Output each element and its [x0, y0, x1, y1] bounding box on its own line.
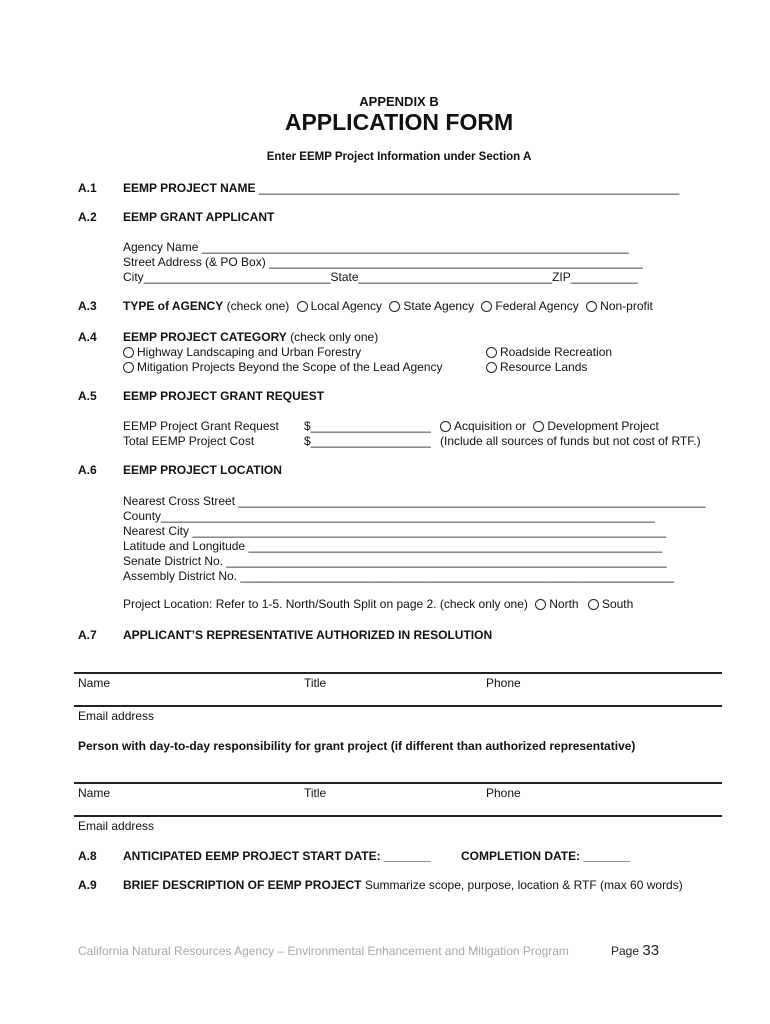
- rep-signature-line: [74, 672, 722, 674]
- grant-request-amount-field[interactable]: $__________________: [304, 419, 431, 433]
- form-title: APPLICATION FORM: [284, 109, 514, 135]
- agency-type-hint: (check one): [226, 299, 290, 313]
- grant-request-heading: EEMP PROJECT GRANT REQUEST: [123, 389, 325, 403]
- section-number-a5: A.5: [78, 389, 97, 403]
- senate-district-field[interactable]: Senate District No. __________________________________________________________________: [123, 554, 667, 568]
- total-cost-amount-field[interactable]: $__________________: [304, 434, 431, 448]
- description-label: BRIEF DESCRIPTION OF EEMP PROJECT: [123, 878, 362, 892]
- local-agency-radio[interactable]: [297, 301, 308, 312]
- appendix-label: APPENDIX B: [359, 94, 439, 109]
- agency-name-field[interactable]: Agency Name ________________________________________________________________: [123, 240, 629, 254]
- roadside-recreation-label: Roadside Recreation: [500, 345, 613, 359]
- nearest-city-field[interactable]: Nearest City _______________________________________________________________________: [123, 524, 667, 538]
- total-cost-note: (Include all sources of funds but not cost of RTF.): [440, 434, 701, 448]
- cross-street-field[interactable]: Nearest Cross Street ______________________________________________________________________: [123, 494, 706, 508]
- section-number-a6: A.6: [78, 463, 97, 477]
- contact-signature-line: [74, 782, 722, 784]
- project-name-row[interactable]: [123, 181, 679, 195]
- north-radio[interactable]: [535, 599, 546, 610]
- resource-lands-radio[interactable]: [486, 362, 497, 373]
- project-type-row: [440, 419, 659, 433]
- lat-long-field[interactable]: Latitude and Longitude ______________________________________________________________: [123, 539, 663, 553]
- project-category-hint: (check only one): [290, 330, 379, 344]
- contact-title-label: Title: [304, 786, 327, 800]
- section-number-a8: A.8: [78, 849, 97, 863]
- total-cost-label: Total EEMP Project Cost: [123, 434, 255, 448]
- local-agency-label: Local Agency: [310, 299, 383, 313]
- acquisition-radio[interactable]: [440, 421, 451, 432]
- highway-landscaping-label: Highway Landscaping and Urban Forestry: [137, 345, 362, 359]
- state-agency-radio[interactable]: [389, 301, 400, 312]
- rep-email-label: Email address: [78, 709, 155, 723]
- page-number: [611, 942, 659, 959]
- project-category-heading: [123, 330, 378, 344]
- description-heading-row: [123, 878, 683, 892]
- roadside-recreation-radio[interactable]: [486, 347, 497, 358]
- contact-email-label: Email address: [78, 819, 155, 833]
- category-option-mitigation[interactable]: [123, 360, 443, 374]
- north-label: North: [549, 597, 579, 611]
- development-radio[interactable]: [533, 421, 544, 432]
- highway-landscaping-radio[interactable]: [123, 347, 134, 358]
- contact-email-line: [74, 815, 722, 817]
- category-option-roadside[interactable]: [486, 345, 612, 359]
- project-name-field[interactable]: _______________________________________________________________: [258, 181, 680, 195]
- rep-name-label: Name: [78, 676, 111, 690]
- grant-applicant-heading: EEMP GRANT APPLICANT: [123, 210, 275, 224]
- federal-agency-label: Federal Agency: [495, 299, 579, 313]
- mitigation-projects-radio[interactable]: [123, 362, 134, 373]
- non-profit-radio[interactable]: [586, 301, 597, 312]
- completion-date-field[interactable]: COMPLETION DATE: _______: [461, 849, 631, 863]
- state-agency-label: State Agency: [403, 299, 475, 313]
- non-profit-label: Non-profit: [600, 299, 653, 313]
- rep-title-label: Title: [304, 676, 327, 690]
- agency-type-row: [123, 299, 653, 313]
- section-number-a9: A.9: [78, 878, 97, 892]
- start-date-field[interactable]: ANTICIPATED EEMP PROJECT START DATE: _______: [123, 849, 431, 863]
- authorized-rep-heading: APPLICANT’S REPRESENTATIVE AUTHORIZED IN RESOLUTION: [123, 628, 493, 642]
- category-option-highway[interactable]: [123, 345, 361, 359]
- project-location-heading: EEMP PROJECT LOCATION: [123, 463, 282, 477]
- day-to-day-person-heading: Person with day-to-day responsibility for grant project (if different than authorized representative): [78, 739, 636, 753]
- resource-lands-label: Resource Lands: [500, 360, 588, 374]
- section-number-a4: A.4: [78, 330, 97, 344]
- section-number-a1: A.1: [78, 181, 97, 195]
- project-location-row: [123, 597, 633, 611]
- south-label: South: [601, 597, 634, 611]
- page-label: Page: [611, 944, 640, 958]
- rep-email-line: [74, 705, 722, 707]
- assembly-district-field[interactable]: Assembly District No. _________________________________________________________________: [123, 569, 675, 583]
- project-location-text: Project Location: Refer to 1-5. North/South Split on page 2. (check only one): [123, 597, 528, 611]
- grant-request-label: EEMP Project Grant Request: [123, 419, 279, 433]
- acquisition-label: Acquisition or: [454, 419, 527, 433]
- street-address-field[interactable]: Street Address (& PO Box) ________________________________________________________: [123, 255, 643, 269]
- description-hint: Summarize scope, purpose, location & RTF (max 60 words): [364, 878, 683, 892]
- contact-phone-label: Phone: [486, 786, 521, 800]
- section-number-a7: A.7: [78, 628, 97, 642]
- project-category-label: EEMP PROJECT CATEGORY: [123, 330, 287, 344]
- section-number-a2: A.2: [78, 210, 97, 224]
- agency-type-label: TYPE of AGENCY: [123, 299, 224, 313]
- county-field[interactable]: County__________________________________________________________________________: [123, 509, 655, 523]
- page-number-value: 33: [642, 942, 660, 959]
- form-subtitle: Enter EEMP Project Information under Section A: [266, 151, 532, 163]
- development-label: Development Project: [547, 419, 659, 433]
- city-state-zip-field[interactable]: City____________________________State_____________________________ZIP__________: [123, 270, 638, 284]
- section-number-a3: A.3: [78, 299, 97, 313]
- federal-agency-radio[interactable]: [481, 301, 492, 312]
- rep-phone-label: Phone: [486, 676, 521, 690]
- mitigation-projects-label: Mitigation Projects Beyond the Scope of the Lead Agency: [137, 360, 443, 374]
- project-name-label: EEMP PROJECT NAME: [123, 181, 256, 195]
- south-radio[interactable]: [588, 599, 599, 610]
- category-option-resource[interactable]: [486, 360, 587, 374]
- contact-name-label: Name: [78, 786, 111, 800]
- footer-agency-text: California Natural Resources Agency – Environmental Enhancement and Mitigation Program: [78, 944, 569, 958]
